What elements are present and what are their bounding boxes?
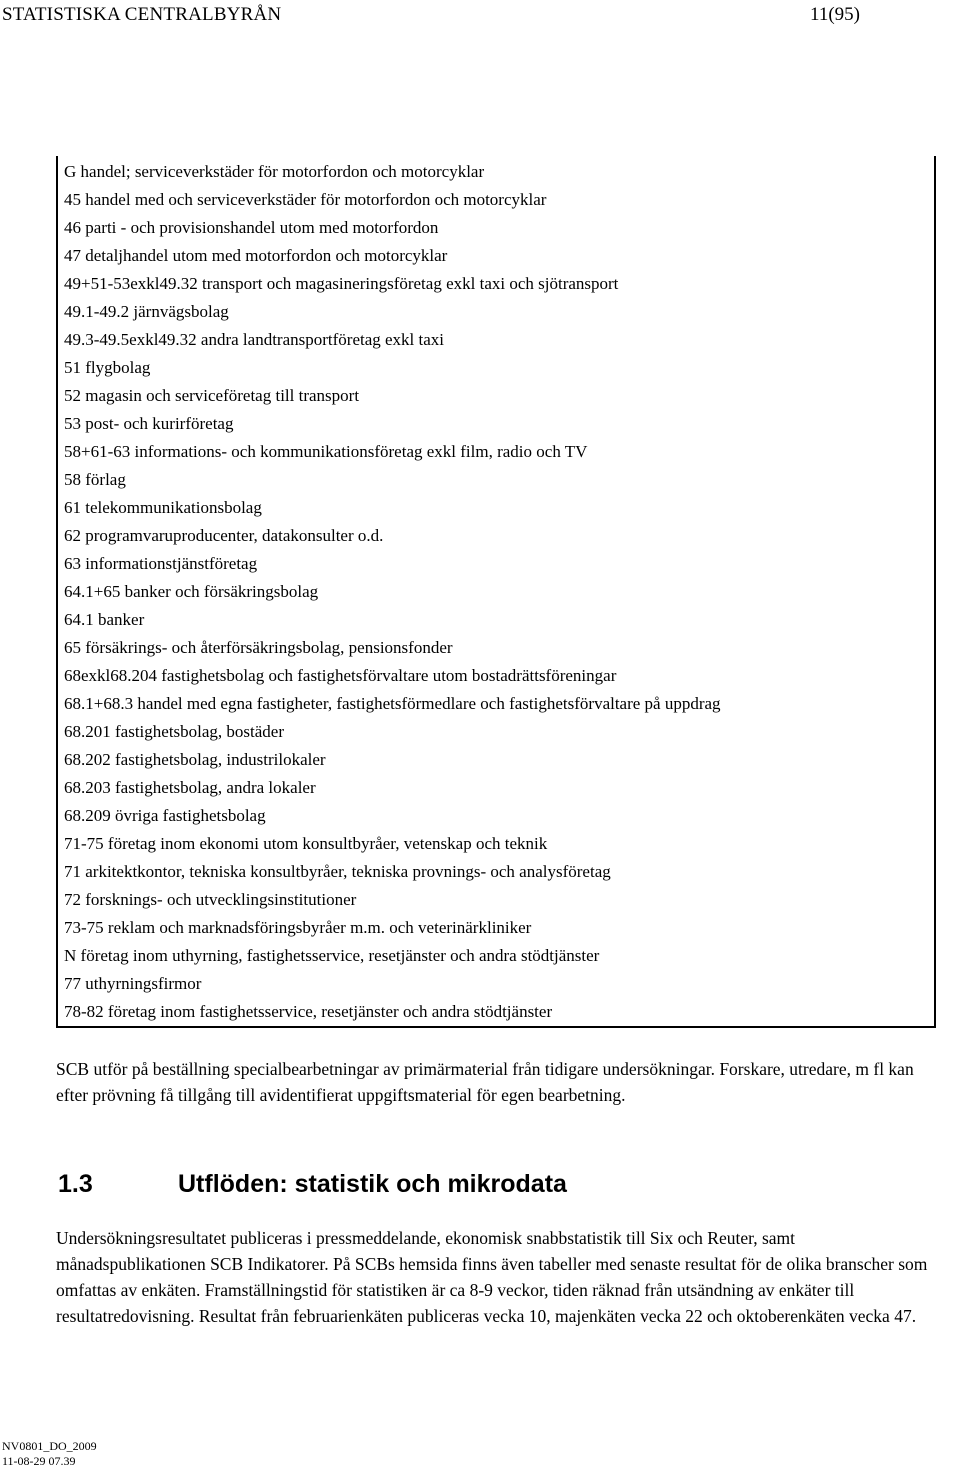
list-item: N företag inom uthyrning, fastighetsservice, resetjänster och andra stödtjänster xyxy=(64,946,600,965)
list-item: 63 informationstjänstföretag xyxy=(64,554,258,573)
list-item: 73-75 reklam och marknadsföringsbyråer m.m. och veterinärkliniker xyxy=(64,918,532,937)
list-item: 49+51-53exkl49.32 transport och magasineringsföretag exkl taxi och sjötransport xyxy=(64,274,619,293)
list-item: 68.1+68.3 handel med egna fastigheter, fastighetsförmedlare och fastighetsförvaltare på uppdrag xyxy=(64,694,721,713)
list-item: 71-75 företag inom ekonomi utom konsultbyråer, vetenskap och teknik xyxy=(64,834,548,853)
list-item: 77 uthyrningsfirmor xyxy=(64,974,202,993)
footer-date: 11-08-29 07.39 xyxy=(2,1454,76,1468)
list-item: 64.1 banker xyxy=(64,610,145,629)
list-item: 78-82 företag inom fastighetsservice, resetjänster och andra stödtjänster xyxy=(64,1002,553,1021)
list-item: 68.201 fastighetsbolag, bostäder xyxy=(64,722,285,741)
list-item: 46 parti - och provisionshandel utom med motorfordon xyxy=(64,218,439,237)
list-item: 65 försäkrings- och återförsäkringsbolag, pensionsfonder xyxy=(64,638,453,657)
organization-name: STATISTISKA CENTRALBYRÅN xyxy=(2,4,282,25)
page-number: 11(95) xyxy=(810,4,860,25)
list-item: 68.202 fastighetsbolag, industrilokaler xyxy=(64,750,326,769)
list-item: G handel; serviceverkstäder för motorfordon och motorcyklar xyxy=(64,162,485,181)
list-item: 68exkl68.204 fastighetsbolag och fastighetsförvaltare utom bostadrättsföreningar xyxy=(64,666,617,685)
section-heading xyxy=(58,1170,567,1199)
list-item: 64.1+65 banker och försäkringsbolag xyxy=(64,582,319,601)
list-item: 68.209 övriga fastighetsbolag xyxy=(64,806,266,825)
list-item: 62 programvaruproducenter, datakonsulter o.d. xyxy=(64,526,384,545)
paragraph-special-processing: SCB utför på beställning specialbearbetningar av primärmaterial från tidigare undersökningar. Forskare, utredare, m fl kan efter prövning få tillgång till avidentifierat uppgiftsmaterial för egen bearbetning. xyxy=(56,1059,914,1105)
paragraph-publication: Undersökningsresultatet publiceras i pressmeddelande, ekonomisk snabbstatistik till Six och Reuter, samt månadspublikationen SCB Indikatorer. På SCBs hemsida finns även tabeller med senaste resultat för de olika branscher som omfattas av enkäten. Framställningstid för statistiken är ca 8-9 veckor, tiden räknad från utsändning av enkäter till resultatredovisning. Resultat från februarienkäten publiceras vecka 10, majenkäten vecka 22 och oktoberenkäten vecka 47. xyxy=(56,1228,928,1326)
list-item: 68.203 fastighetsbolag, andra lokaler xyxy=(64,778,316,797)
list-item: 45 handel med och serviceverkstäder för motorfordon och motorcyklar xyxy=(64,190,547,209)
list-item: 49.3-49.5exkl49.32 andra landtransportföretag exkl taxi xyxy=(64,330,445,349)
footer-doc-id: NV0801_DO_2009 xyxy=(2,1439,97,1453)
section-title: Utflöden: statistik och mikrodata xyxy=(178,1170,567,1198)
section-number: 1.3 xyxy=(58,1170,93,1198)
list-item: 51 flygbolag xyxy=(64,358,151,377)
industry-list-box xyxy=(56,156,936,1028)
list-item: 47 detaljhandel utom med motorfordon och motorcyklar xyxy=(64,246,448,265)
list-item: 49.1-49.2 järnvägsbolag xyxy=(64,302,229,321)
list-item: 58 förlag xyxy=(64,470,126,489)
list-item: 53 post- och kurirföretag xyxy=(64,414,234,433)
list-item: 58+61-63 informations- och kommunikationsföretag exkl film, radio och TV xyxy=(64,442,588,461)
list-item: 52 magasin och serviceföretag till transport xyxy=(64,386,360,405)
list-item: 71 arkitektkontor, tekniska konsultbyråer, tekniska provnings- och analysföretag xyxy=(64,862,611,881)
list-item: 61 telekommunikationsbolag xyxy=(64,498,262,517)
list-item: 72 forsknings- och utvecklingsinstitutioner xyxy=(64,890,357,909)
